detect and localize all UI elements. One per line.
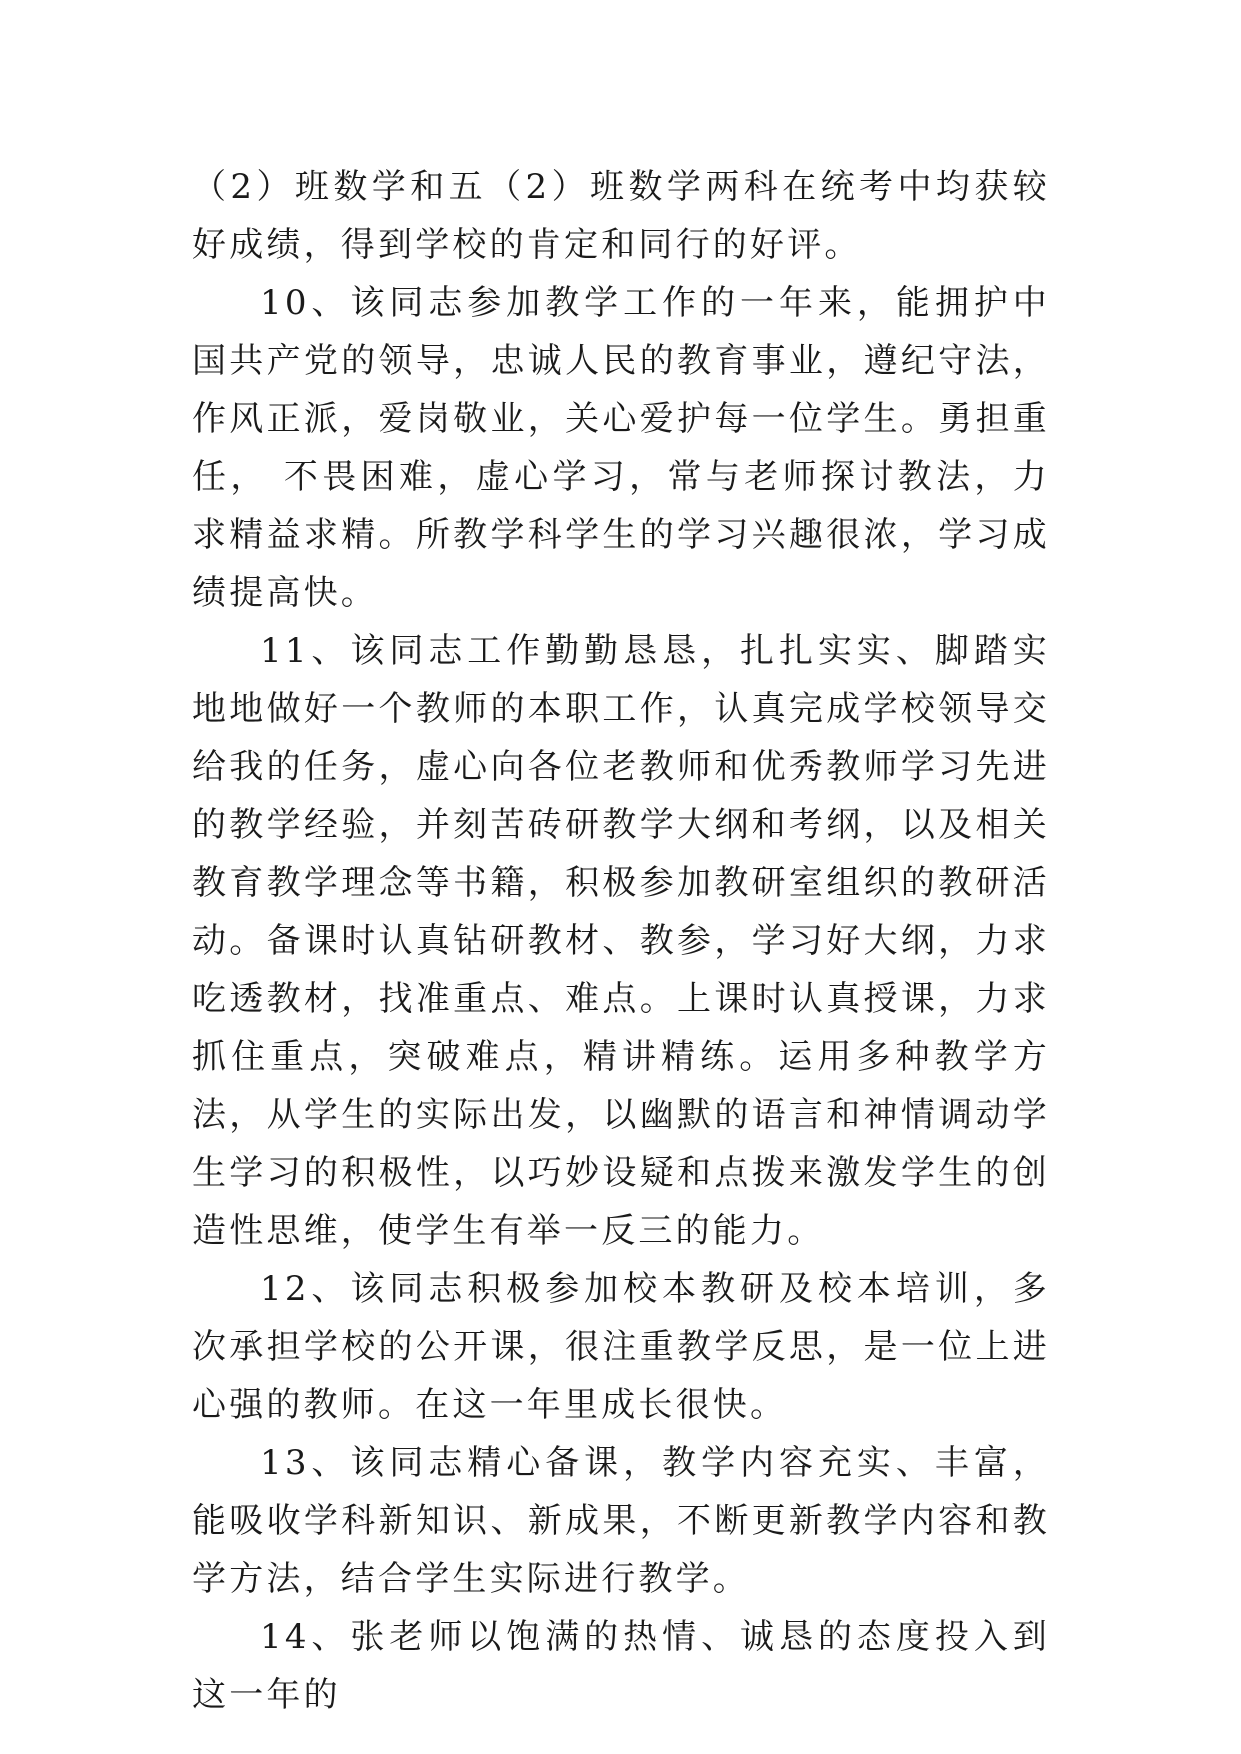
paragraph-11: 11、该同志工作勤勤恳恳，扎扎实实、脚踏实地地做好一个教师的本职工作，认真完成学校领导交给我的任务，虚心向各位老教师和优秀教师学习先进的教学经验，并刻苦砖研教学大纲和考纲，以及相关教育教学理念等书籍，积极参加教研室组织的教研活动。备课时认真钻研教材、教参，学习好大纲，力求吃透教材，找准重点、难点。上课时认真授课，力求抓住重点，突破难点，精讲精练。运用多种教学方法，从学生的实际出发，以幽默的语言和神情调动学生学习的积极性，以巧妙设疑和点拨来激发学生的创造性思维，使学生有举一反三的能力。 [192, 631, 1050, 1251]
document-body [192, 158, 1050, 1724]
paragraph-12: 12、该同志积极参加校本教研及校本培训，多次承担学校的公开课，很注重教学反思，是一位上进心强的教师。在这一年里成长很快。 [192, 1269, 1050, 1425]
paragraph-10: 10、该同志参加教学工作的一年来，能拥护中国共产党的领导，忠诚人民的教育事业，遵纪守法，作风正派，爱岗敬业，关心爱护每一位学生。勇担重任， 不畏困难，虚心学习，常与老师探讨教法，力求精益求精。所教学科学生的学习兴趣很浓，学习成绩提高快。 [192, 283, 1050, 613]
paragraph-14: 14、张老师以饱满的热情、诚恳的态度投入到这一年的 [192, 1617, 1050, 1715]
paragraph-13: 13、该同志精心备课，教学内容充实、丰富，能吸收学科新知识、新成果，不断更新教学内容和教学方法，结合学生实际进行教学。 [192, 1443, 1050, 1599]
intro-paragraph: （2）班数学和五（2）班数学两科在统考中均获较好成绩，得到学校的肯定和同行的好评。 [192, 167, 1050, 265]
